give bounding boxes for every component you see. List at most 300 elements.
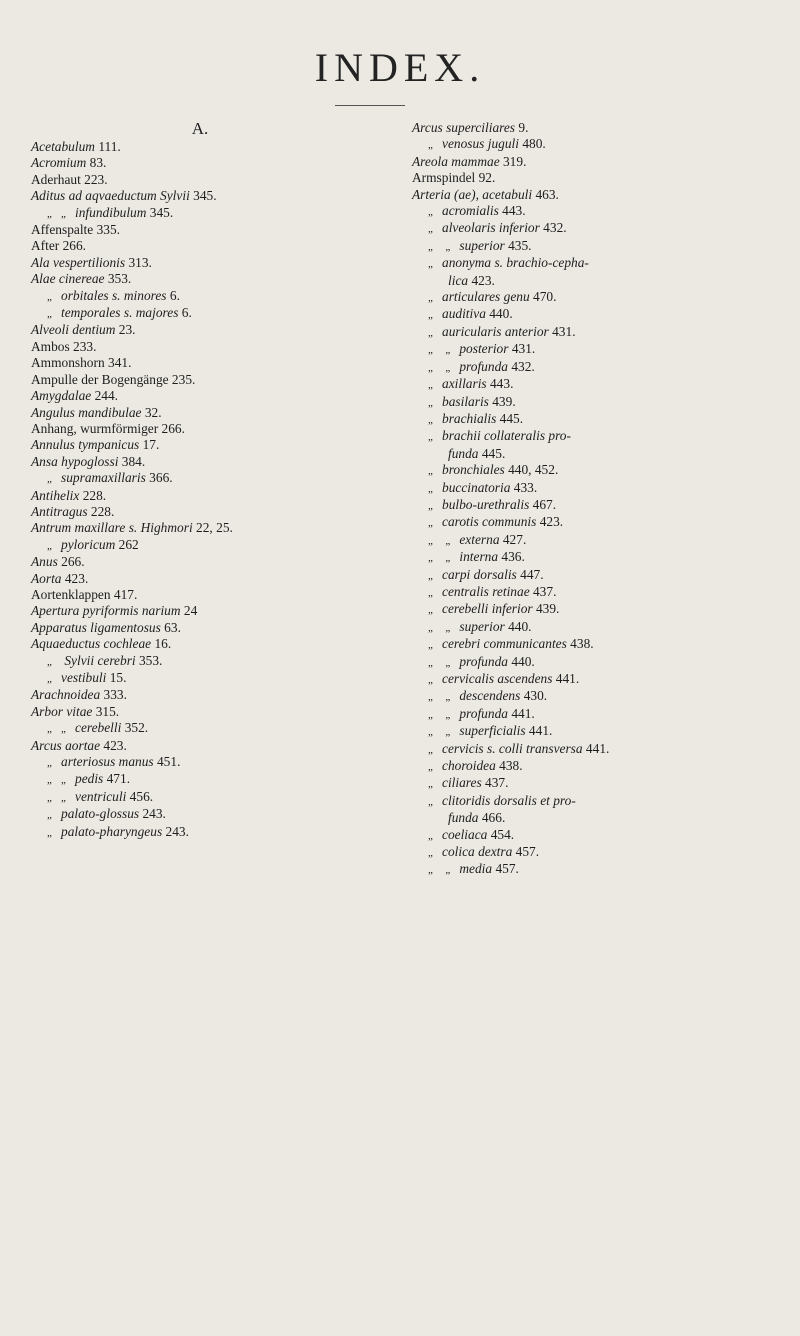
index-entry — [31, 172, 351, 188]
page-ref: 16. — [151, 636, 172, 652]
index-entry — [412, 654, 782, 671]
page-ref: 6. — [166, 287, 180, 303]
page-ref: 430. — [520, 688, 548, 704]
page-ref: 432. — [539, 220, 567, 236]
entry-term: profunda — [459, 358, 508, 374]
page-ref: 423. — [536, 514, 564, 530]
ditto-mark: „ — [428, 586, 433, 599]
entry-term: ciliares — [442, 775, 482, 791]
index-entry — [31, 824, 351, 841]
entry-term: externa — [459, 531, 500, 547]
ditto-mark: „ — [61, 207, 66, 220]
entry-term: orbitales s. minores — [61, 287, 167, 303]
page-ref: 319. — [499, 153, 527, 169]
page-ref: 423. — [100, 737, 127, 753]
entry-term: superior — [459, 237, 505, 253]
entry-term: carpi dorsalis — [442, 566, 517, 582]
page-ref: 451. — [153, 754, 181, 770]
page-ref: 456. — [126, 788, 154, 804]
entry-term: centralis retinae — [442, 583, 530, 599]
index-entry — [31, 437, 351, 453]
index-entry — [31, 339, 351, 355]
page-ref: 440. — [507, 653, 535, 669]
index-entry — [31, 670, 351, 687]
index-entry — [31, 155, 351, 171]
index-entry — [31, 704, 351, 720]
page-ref: 313. — [125, 254, 152, 270]
ditto-mark: „ — [61, 774, 66, 787]
entry-term: Annulus tympanicus — [31, 437, 140, 453]
ditto-mark: „ — [428, 139, 433, 152]
index-entry — [412, 567, 782, 584]
page-ref: 243. — [139, 806, 166, 822]
entry-term: auditiva — [442, 306, 486, 322]
index-entry — [31, 504, 351, 520]
ditto-mark: „ — [61, 723, 66, 736]
index-entry — [412, 549, 782, 566]
entry-text: Aortenklappen 417. — [31, 586, 138, 602]
index-entry — [412, 514, 782, 531]
page-ref: 345. — [189, 188, 217, 204]
page-ref: 432. — [507, 358, 535, 374]
entry-term: Apertura pyriformis narium — [31, 603, 181, 619]
ditto-mark: „ — [445, 552, 451, 565]
entry-term: posterior — [459, 341, 509, 357]
entry-term: Arbor vitae — [31, 703, 93, 719]
entry-term: funda — [448, 810, 479, 826]
index-entry — [31, 288, 351, 305]
index-entry — [412, 601, 782, 618]
entry-term: cervicis s. colli transversa — [442, 740, 583, 756]
entry-term: Alae cinereae — [31, 271, 105, 287]
page-ref: 437. — [529, 583, 557, 599]
index-entry — [412, 359, 782, 376]
entry-term: carotis communis — [442, 514, 537, 530]
page-ref: 15. — [106, 670, 127, 685]
ditto-mark: „ — [428, 708, 433, 721]
page-ref: 315. — [92, 703, 120, 719]
page-ref: 438. — [566, 636, 594, 652]
entry-term: Arachnoidea — [31, 687, 101, 703]
index-entry — [31, 205, 351, 222]
entry-term: arteriosus manus — [61, 754, 154, 770]
ditto-mark: „ — [47, 290, 52, 303]
index-entry — [31, 636, 351, 652]
ditto-mark: „ — [47, 791, 52, 804]
ditto-mark: „ — [61, 791, 66, 804]
index-entry — [31, 488, 351, 504]
entry-term: Antihelix — [31, 487, 80, 503]
entry-term: anonyma s. brachio-cepha- — [442, 255, 589, 271]
entry-term: auricularis anterior — [442, 323, 549, 339]
ditto-mark: „ — [428, 223, 433, 236]
ditto-mark: „ — [47, 539, 52, 552]
index-entry — [412, 671, 782, 688]
index-entry — [31, 653, 351, 670]
ditto-mark: „ — [428, 864, 433, 877]
page-ref: 244. — [91, 388, 119, 404]
ditto-mark: „ — [47, 757, 52, 770]
ditto-mark: „ — [428, 604, 433, 617]
ditto-mark: „ — [47, 826, 52, 839]
ditto-mark: „ — [428, 482, 433, 495]
index-entry — [412, 154, 782, 170]
page-ref: 436. — [498, 549, 525, 565]
index-entry — [31, 754, 351, 771]
entry-text: Affenspalte 335. — [31, 222, 121, 238]
page-ref: 352. — [121, 720, 149, 736]
ditto-mark: „ — [428, 326, 433, 339]
index-entry — [412, 619, 782, 636]
entry-term: Apparatus ligamentosus — [31, 619, 161, 635]
entry-term: cerebri communicantes — [442, 636, 567, 652]
entry-term: Arteria (ae), acetabuli — [412, 186, 533, 202]
page-ref: 423. — [468, 272, 495, 288]
index-entry — [31, 806, 351, 823]
index-entry — [31, 738, 351, 754]
left-column — [31, 120, 351, 841]
page-ref: 83. — [86, 155, 107, 171]
page-ref: 440. — [485, 306, 513, 322]
page-ref: 441. — [552, 671, 580, 686]
index-entry — [31, 603, 351, 619]
index-entry — [412, 376, 782, 393]
index-entry — [412, 428, 782, 445]
index-entry — [412, 706, 782, 723]
entry-term: profunda — [459, 705, 508, 721]
entry-term: Acromium — [31, 155, 87, 171]
page-ref: 457. — [492, 861, 519, 877]
entry-term: basilaris — [442, 393, 489, 409]
entry-term: funda — [448, 445, 479, 461]
entry-term: media — [459, 861, 493, 877]
page-ref: 439. — [488, 393, 516, 409]
ditto-mark: „ — [47, 207, 52, 220]
page-title: INDEX. — [314, 45, 486, 90]
index-entry — [31, 238, 351, 254]
ditto-mark: „ — [428, 240, 433, 253]
entry-term: ventriculi — [75, 788, 127, 804]
index-entry — [31, 587, 351, 603]
entry-text: Ammonshorn 341. — [31, 355, 132, 371]
ditto-mark: „ — [428, 569, 433, 582]
entry-term: Sylvii cerebri — [64, 652, 136, 668]
page-ref: 441. — [582, 740, 610, 756]
page-ref: 443. — [486, 376, 514, 392]
page-ref: 480. — [519, 136, 546, 152]
entry-text: Aderhaut 223. — [31, 171, 108, 187]
ditto-mark: „ — [428, 795, 433, 808]
entry-term: Aditus ad aqvaeductum Sylvii — [31, 188, 190, 204]
page-ref: 345. — [146, 204, 174, 220]
entry-term: lica — [448, 272, 469, 288]
ditto-mark: „ — [428, 743, 433, 756]
entry-term: pedis — [75, 771, 104, 787]
entry-term: brachialis — [442, 410, 497, 426]
entry-term: brachii collateralis pro- — [442, 428, 571, 444]
page-ref: 431. — [548, 323, 576, 339]
page-ref: 435. — [504, 237, 532, 253]
index-entry — [412, 238, 782, 255]
entry-term: bulbo-urethralis — [442, 496, 530, 512]
page-ref: 470. — [529, 289, 557, 305]
page-ref: 9. — [515, 120, 529, 135]
index-entry — [412, 827, 782, 844]
index-entry — [412, 861, 782, 878]
ditto-mark: „ — [428, 379, 433, 392]
page-ref: 440, 452. — [504, 462, 559, 478]
page-ref: 471. — [103, 771, 131, 787]
ditto-mark: „ — [428, 829, 433, 842]
page-ref: 440. — [504, 618, 532, 634]
ditto-mark: „ — [428, 499, 433, 512]
title-divider — [335, 105, 405, 106]
index-entry — [412, 306, 782, 323]
ditto-mark: „ — [47, 473, 52, 486]
page-ref: 32. — [141, 404, 162, 420]
ditto-mark: „ — [428, 761, 433, 774]
index-entry — [31, 720, 351, 737]
page-ref: 466. — [478, 810, 506, 826]
index-entry — [412, 255, 782, 272]
page-ref: 384. — [118, 453, 146, 469]
page-ref: 441. — [525, 723, 553, 739]
index-entry — [31, 687, 351, 703]
entry-term: Acetabulum — [31, 139, 95, 154]
ditto-mark: „ — [445, 621, 451, 634]
index-entry — [31, 789, 351, 806]
ditto-mark: „ — [445, 726, 451, 739]
entry-term: palato-glossus — [61, 806, 140, 822]
entry-term: Antrum maxillare s. Highmori — [31, 520, 193, 536]
entry-text: Ambos 233. — [31, 338, 97, 354]
page-ref: 439. — [532, 601, 560, 617]
index-entry — [412, 810, 782, 826]
index-entry — [412, 324, 782, 341]
index-entry — [31, 620, 351, 636]
ditto-mark: „ — [428, 309, 433, 322]
index-entry — [412, 688, 782, 705]
index-entry — [31, 188, 351, 204]
ditto-mark: „ — [445, 708, 451, 721]
entry-term: temporales s. majores — [61, 305, 179, 321]
entry-term: palato-pharyngeus — [61, 823, 163, 839]
entry-term: Alveoli dentium — [31, 322, 116, 338]
page-ref: 333. — [100, 687, 127, 703]
page-ref: 457. — [512, 844, 540, 860]
index-entry — [412, 170, 782, 186]
index-entry — [412, 289, 782, 306]
right-column — [412, 120, 782, 879]
entry-term: clitoridis dorsalis et pro- — [442, 792, 576, 808]
entry-term: vestibuli — [61, 670, 107, 685]
page-ref: 427. — [499, 531, 527, 547]
page-ref: 443. — [498, 203, 526, 219]
index-entry — [31, 322, 351, 338]
ditto-mark: „ — [445, 361, 451, 374]
index-entry — [412, 480, 782, 497]
entry-term: alveolaris inferior — [442, 220, 540, 236]
entry-text: After 266. — [31, 238, 87, 254]
page-ref: 438. — [495, 758, 523, 774]
page-ref: 467. — [529, 496, 557, 512]
index-entry — [412, 741, 782, 758]
ditto-mark: „ — [47, 308, 52, 321]
index-entry — [412, 136, 782, 153]
ditto-mark: „ — [428, 517, 433, 530]
ditto-mark: „ — [428, 396, 433, 409]
entry-term: superior — [459, 618, 505, 634]
ditto-mark: „ — [428, 292, 433, 305]
entry-term: Arcus aortae — [31, 737, 101, 753]
ditto-mark: „ — [428, 552, 433, 565]
ditto-mark: „ — [445, 864, 451, 877]
index-entry — [412, 844, 782, 861]
index-entry — [31, 405, 351, 421]
page-ref: 17. — [139, 437, 160, 453]
entry-text: Armspindel 92. — [412, 170, 496, 186]
ditto-mark: „ — [428, 847, 433, 860]
entry-term: Antitragus — [31, 503, 88, 519]
page-ref: 111. — [94, 139, 121, 154]
page-ref: 266. — [57, 554, 85, 570]
ditto-mark: „ — [428, 361, 433, 374]
ditto-mark: „ — [428, 534, 433, 547]
index-entry — [31, 470, 351, 487]
page-ref: 366. — [145, 470, 173, 486]
index-entry — [31, 139, 351, 155]
index-entry — [31, 771, 351, 788]
ditto-mark: „ — [428, 656, 433, 669]
entry-term: cerebelli — [75, 720, 122, 736]
entry-term: Anus — [31, 554, 58, 570]
page-ref: 243. — [162, 823, 189, 839]
index-entry — [412, 636, 782, 653]
index-entry — [31, 372, 351, 388]
page-ref: 228. — [87, 503, 115, 519]
ditto-mark: „ — [47, 673, 52, 685]
page-ref: 228. — [79, 487, 107, 503]
entry-term: Amygdalae — [31, 388, 92, 404]
index-entry — [31, 305, 351, 322]
index-entry — [31, 454, 351, 470]
index-entry — [31, 421, 351, 437]
ditto-mark: „ — [47, 809, 52, 822]
ditto-mark: „ — [445, 534, 451, 547]
page-ref: 454. — [487, 826, 515, 842]
entry-term: infundibulum — [75, 204, 147, 220]
entry-term: Arcus superciliares — [412, 120, 516, 135]
entry-term: Aorta — [31, 570, 62, 586]
index-entry — [412, 187, 782, 203]
ditto-mark: „ — [428, 258, 433, 271]
page-ref: 24 — [180, 603, 198, 619]
index-entry — [31, 271, 351, 287]
index-entry — [412, 446, 782, 462]
entry-term: Areola mammae — [412, 153, 500, 169]
ditto-mark: „ — [428, 691, 433, 704]
page-ref: 463. — [532, 186, 559, 202]
index-entry — [31, 537, 351, 554]
page-ref: 437. — [481, 775, 509, 791]
index-entry — [412, 462, 782, 479]
index-entry — [31, 388, 351, 404]
ditto-mark: „ — [428, 413, 433, 426]
entry-term: articulares genu — [442, 289, 530, 305]
index-entry — [412, 532, 782, 549]
index-entry — [31, 571, 351, 587]
ditto-mark: „ — [428, 621, 433, 634]
ditto-mark: „ — [428, 778, 433, 791]
entry-term: cerebelli inferior — [442, 601, 533, 617]
ditto-mark: „ — [428, 639, 433, 652]
entry-term: choroidea — [442, 758, 496, 774]
ditto-mark: „ — [428, 431, 433, 444]
ditto-mark: „ — [428, 674, 433, 686]
index-entry — [412, 723, 782, 740]
page-ref: 23. — [115, 322, 136, 338]
index-entry — [412, 120, 782, 136]
page-ref: 353. — [135, 652, 163, 668]
ditto-mark: „ — [445, 344, 451, 357]
entry-term: colica dextra — [442, 844, 513, 860]
index-entry — [412, 411, 782, 428]
entry-term: venosus juguli — [442, 136, 519, 152]
index-entry — [412, 775, 782, 792]
index-entry — [31, 520, 351, 536]
ditto-mark: „ — [428, 206, 433, 219]
page-ref: 447. — [516, 566, 544, 582]
page-ref: 445. — [478, 445, 506, 461]
ditto-mark: „ — [445, 240, 451, 253]
page-ref: 423. — [61, 570, 89, 586]
entry-term: profunda — [459, 653, 508, 669]
index-entry — [412, 758, 782, 775]
page-ref: 353. — [104, 271, 132, 287]
index-entry — [412, 341, 782, 358]
entry-term: Angulus mandibulae — [31, 404, 142, 420]
ditto-mark: „ — [428, 344, 433, 357]
index-entry — [31, 355, 351, 371]
index-entry — [412, 203, 782, 220]
page-ref: 262 — [115, 536, 139, 552]
entry-term: axillaris — [442, 376, 487, 392]
ditto-mark: „ — [428, 726, 433, 739]
entry-term: descendens — [459, 688, 521, 704]
ditto-mark: „ — [47, 774, 52, 787]
page-ref: 22, 25. — [192, 520, 233, 536]
index-entry — [31, 222, 351, 238]
entry-term: superficialis — [459, 723, 526, 739]
ditto-mark: „ — [445, 691, 451, 704]
page-ref: 441. — [507, 705, 535, 721]
index-entry — [412, 497, 782, 514]
index-entry — [412, 394, 782, 411]
entry-text: Anhang, wurmförmiger 266. — [31, 420, 185, 436]
entry-term: Ansa hypoglossi — [31, 453, 119, 469]
entry-term: coeliaca — [442, 826, 488, 842]
entry-term: acromialis — [442, 203, 499, 219]
section-letter: A. — [191, 119, 209, 138]
entry-term: cervicalis ascendens — [442, 671, 553, 686]
entry-term: pyloricum — [61, 536, 116, 552]
index-entry — [412, 584, 782, 601]
page-ref: 6. — [178, 305, 192, 321]
entry-text: Ampulle der Bogengänge 235. — [31, 371, 196, 387]
page-ref: 445. — [496, 410, 524, 426]
entry-term: Ala vespertilionis — [31, 254, 126, 270]
index-entry — [31, 255, 351, 271]
